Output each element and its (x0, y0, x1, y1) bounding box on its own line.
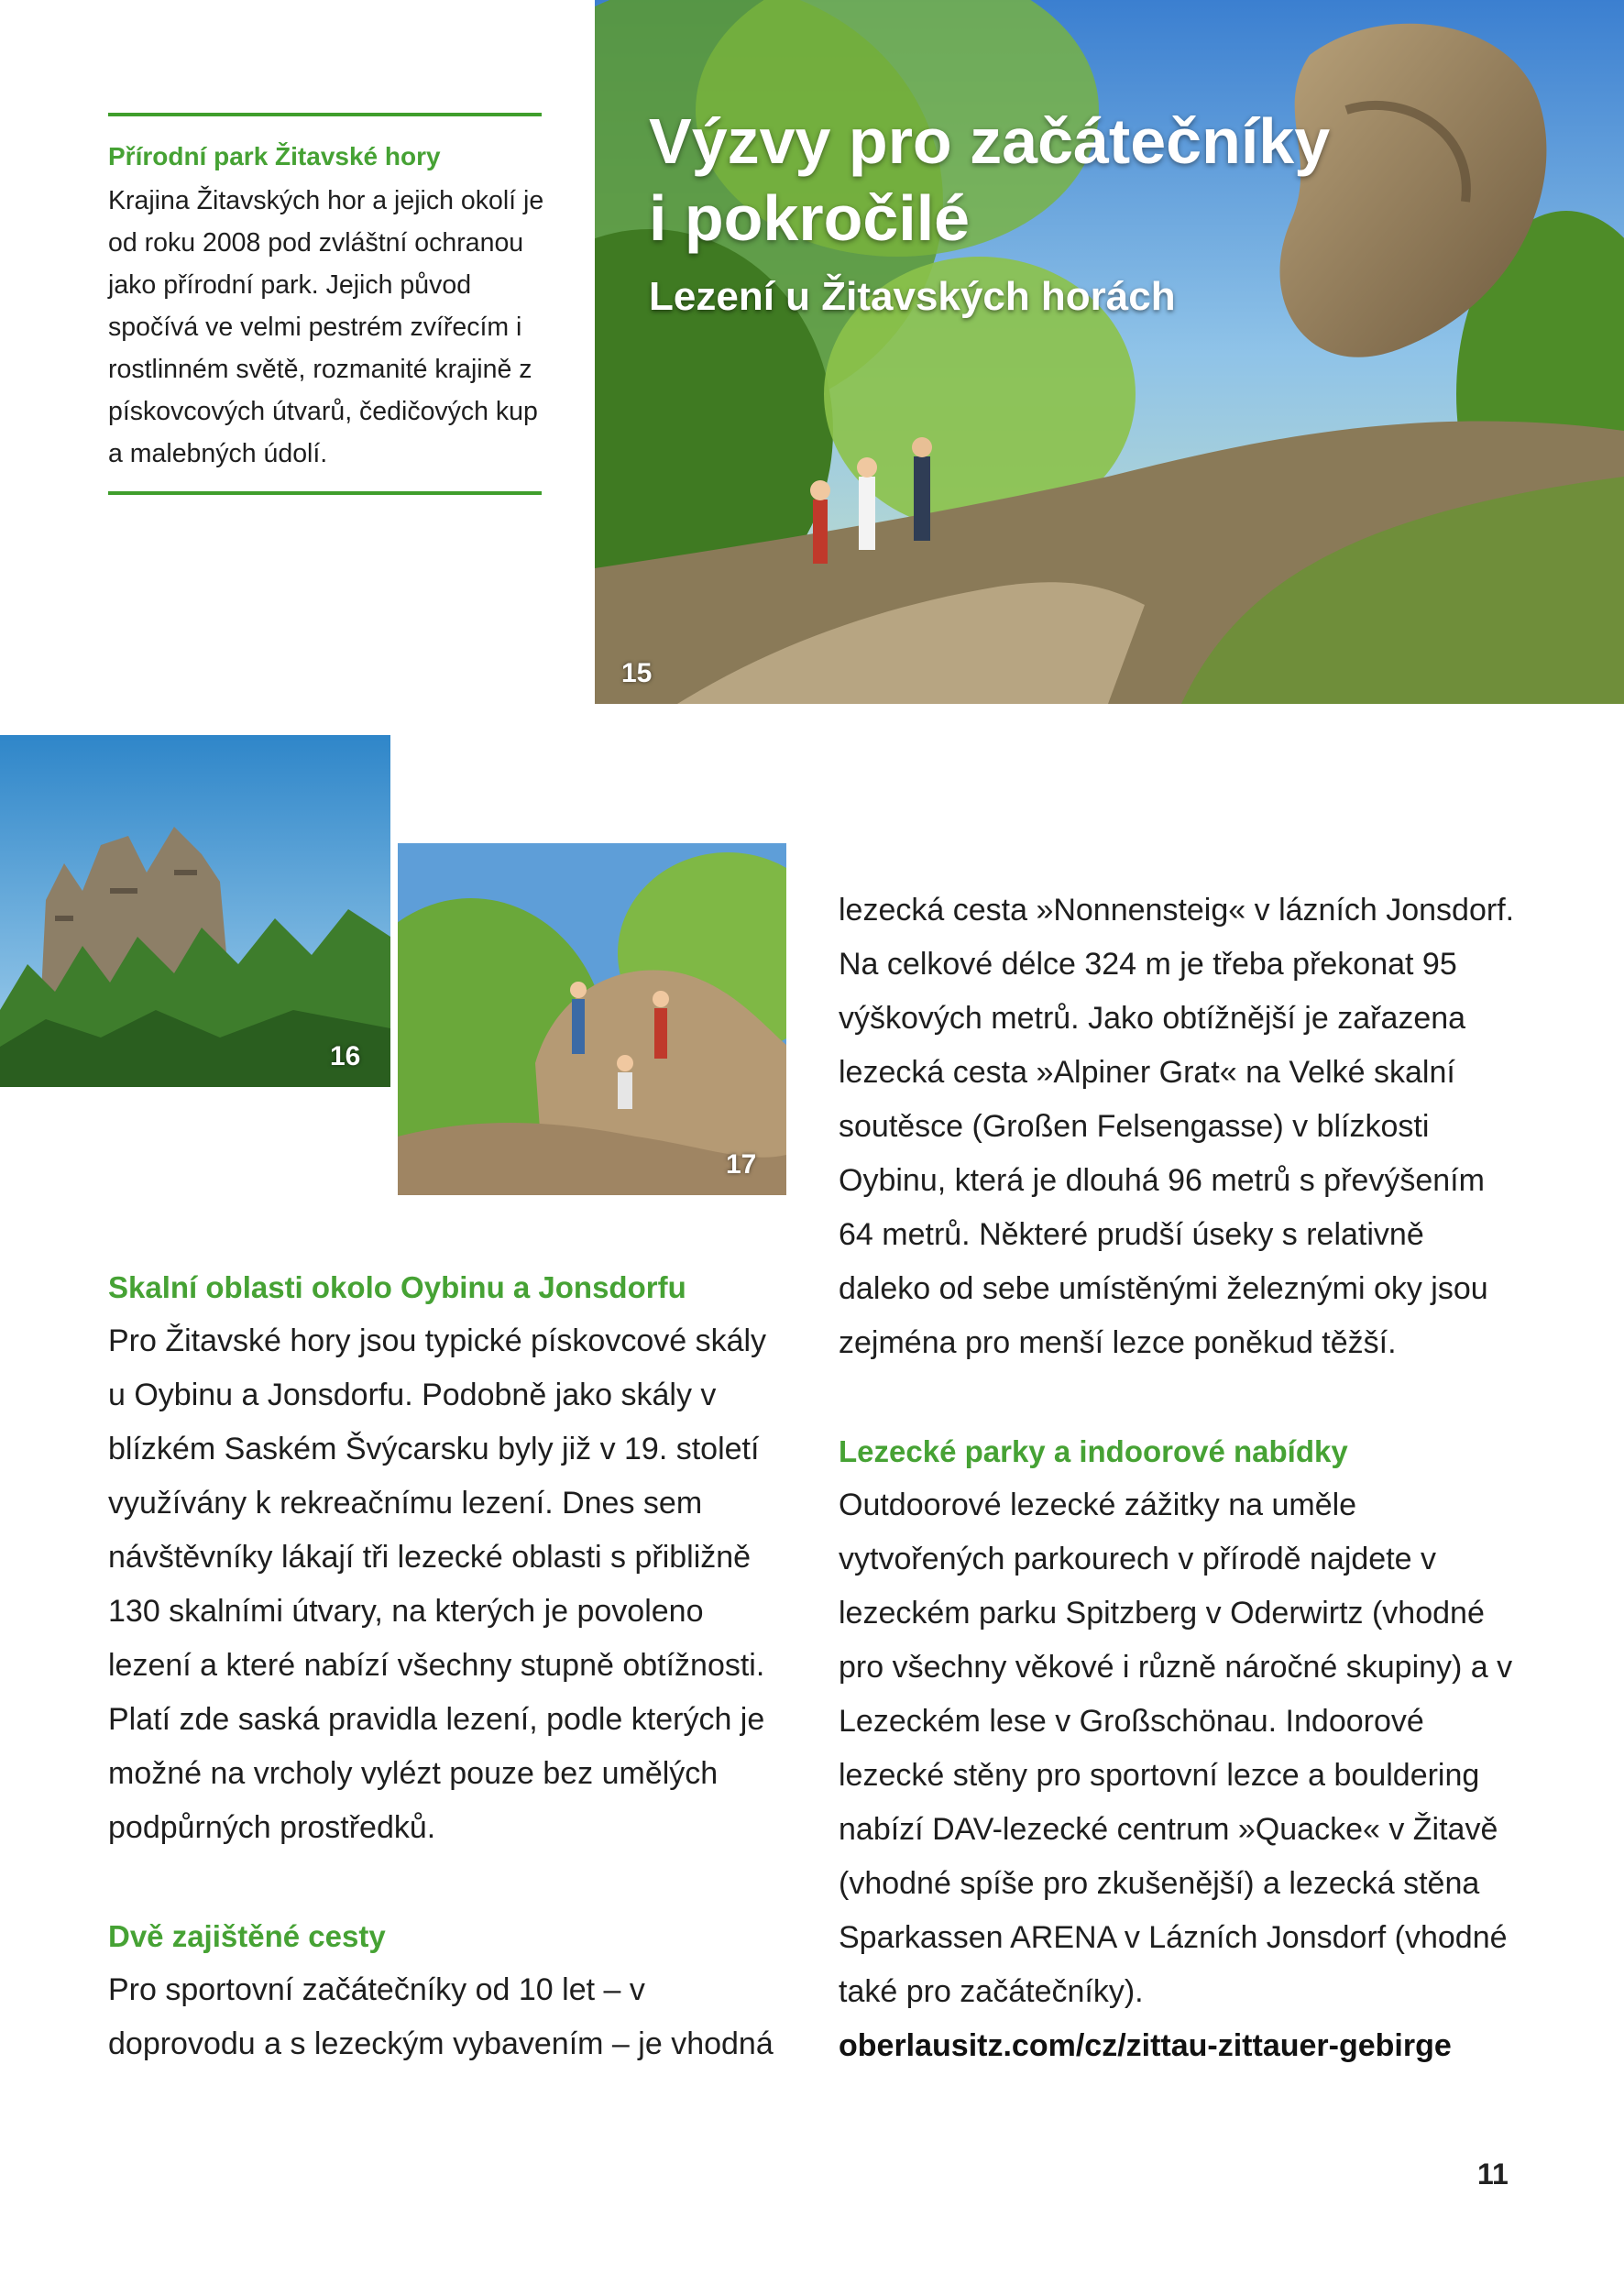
hero-subtitle: Lezení u Žitavských horách (649, 274, 1176, 319)
right-column (839, 884, 1521, 2073)
photo-16-number: 16 (330, 1041, 361, 1071)
photo-16 (0, 735, 390, 1087)
website-link[interactable]: oberlausitz.com/cz/zittau-zittauer-gebirge (839, 2028, 1452, 2063)
hero-title (649, 103, 1565, 257)
section-heading-climbing-parks: Lezecké parky a indoorové nabídky (839, 1434, 1348, 1468)
info-box-text: Krajina Žitavských hor a jejich okolí je od roku 2008 pod zvláštní ochranou jako přírodní park. Jejich původ spočívá ve velmi pestrém zvířecím i rostlinném světě, rozmanité krajině z pískovcových útvarů, čedičových kup a malebných údolí. (108, 186, 544, 468)
info-box-title: Přírodní park Žitavské hory (108, 142, 441, 170)
photo-17-number: 17 (726, 1149, 757, 1180)
info-box-bottom-rule (108, 491, 542, 495)
section-heading-rock-areas: Skalní oblasti okolo Oybinu a Jonsdorfu (108, 1270, 686, 1304)
hero-photo-number: 15 (621, 658, 653, 688)
section-heading-secured-routes: Dvě zajištěné cesty (108, 1919, 386, 1953)
section-text-rock-areas: Pro Žitavské hory jsou typické pískovcové skály u Oybinu a Jonsdorfu. Podobně jako skály v blízkém Saském Švýcarsku byly již v 19. století využívány k rekreačnímu lezení. Dnes sem návštěvníky lákají tři lezecké oblasti s přibližně 130 skalními útvary, na kterých je povoleno lezení a které nabízí všechny stupně obtížnosti. Platí zde saská pravidla lezení, podle kterých je možné na vrcholy vylézt pouze bez umělých podpůrných prostředků. (108, 1323, 767, 1845)
section-text-secured-routes: Pro sportovní začátečníky od 10 let – v doprovodu a s lezeckým vybavením – je vhodná (108, 1972, 774, 2061)
hero-title-line1: Výzvy pro začátečníky (649, 105, 1331, 177)
page-number: 11 (1477, 2158, 1509, 2191)
left-column (108, 1260, 777, 2071)
section-text-climbing-parks: Outdoorové lezecké zážitky na uměle vytvořených parkourech v přírodě najdete v lezeckém parku Spitzberg v Oderwirtz (vhodné pro všechny věkové i různě náročné skupiny) a v Lezeckém lese v Großschönau. Indoorové lezecké stěny pro sportovní lezce a bouldering nabízí DAV-lezecké centrum »Quacke« v Žitavě (vhodné spíše pro zkušenější) a lezecká stěna Sparkassen ARENA v Lázních Jonsdorf (vhodné také pro začátečníky). (839, 1488, 1513, 2009)
info-box-top-rule (108, 113, 542, 116)
photo-17 (398, 843, 786, 1195)
hero-title-line2: i pokročilé (649, 182, 971, 254)
section-text-secured-routes-continued: lezecká cesta »Nonnensteig« v lázních Jonsdorf. Na celkové délce 324 m je třeba překonat 95 výškových metrů. Jako obtížnější je zařazena lezecká cesta »Alpiner Grat« na Velké skalní soutěsce (Großen Felsengasse) v blízkosti Oybinu, která je dlouhá 96 metrů s převýšením 64 metrů. Některé prudší úseky s relativně daleko od sebe umístěnými železnými oky jsou zejména pro menší lezce poněkud těžší. (839, 893, 1515, 1360)
